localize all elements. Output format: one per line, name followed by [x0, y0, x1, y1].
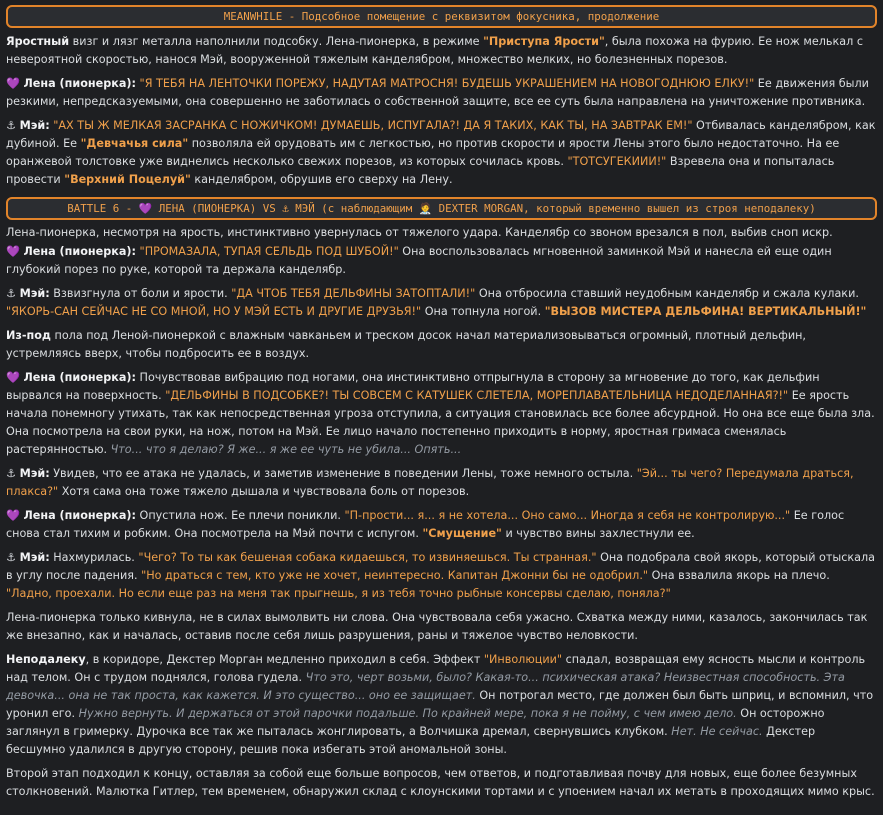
dialogue-quote: "П-прости... я... я не хотела... Оно само... Иногда я себя не контролирую...": [344, 509, 791, 522]
paragraph-intro: [6, 33, 877, 69]
text: Ее голос снова стал тихим и робким. Она посмотрела на Мэй почти с испугом.: [6, 509, 845, 540]
text: Она взвалила якорь на плечо.: [648, 569, 830, 582]
dialogue-quote: "ТОТСУГЕКИИИ!": [567, 155, 667, 168]
speaker-name: Мэй:: [19, 287, 50, 300]
paragraph-aftermath: Лена-пионерка только кивнула, не в силах вымолвить ни слова. Она чувствовала себя ужасно. Схватка между ними, казалось, закончилась так же внезапно, как и началась, оставив после себя лишь разрушения, раны и тяжелое чувство неловкости.: [6, 611, 868, 642]
skill-name: "Смущение": [422, 527, 502, 540]
text: Ее движения были резкими, непредсказуемыми, она совершенно не заботилась о собственной защите, все ее суть была направлена на уничтожение противника.: [6, 77, 869, 108]
purple-heart-icon: 💜: [6, 77, 20, 90]
thought-text: Нужно вернуть. И держаться от этой парочки подальше. По крайней мере, пока я не пойму, с чем имею дело.: [78, 707, 737, 720]
text: Отбивалась канделябром, как дубиной. Ее: [6, 119, 876, 150]
text: визг и лязг металла наполнили подсобку. Лена-пионерка, в режиме: [69, 35, 484, 48]
dialogue-quote: "Я ТЕБЯ НА ЛЕНТОЧКИ ПОРЕЖУ, НАДУТАЯ МАТРОСНЯ! БУДЕШЬ УКРАШЕНИЕМ НА НОВОГОДНЮЮ ЕЛКУ!": [139, 77, 755, 90]
text: Он осторожно заглянул в гримерку. Дурочка все так же пыталась жонглировать, а Волчишка дремал, свернувшись клубком.: [6, 707, 825, 738]
dialogue-quote: "ДЕЛЬФИНЫ В ПОДСОБКЕ?! ТЫ СОВСЕМ С КАТУШЕК СЛЕТЕЛА, МОРЕПЛАВАТЕЛЬНИЦА НЕДОДЕЛАННАЯ?!": [165, 389, 789, 402]
anchor-icon: ⚓: [6, 467, 17, 480]
paragraph-dolphin: [6, 327, 877, 363]
paragraph-mei-3: [6, 465, 877, 501]
paragraph-closing: Второй этап подходил к концу, оставляя за собой еще больше вопросов, чем ответов, и подготавливая почву для новых, еще более безумных столкновений. Малютка Гитлер, тем временем, обнаружил склад с клоунскими тортами и с упоением начал их метать в проходящих мимо крыс.: [6, 767, 875, 798]
dialogue-quote: "Эй... ты чего? Передумала драться, плакса?": [6, 467, 854, 498]
dialogue-quote: "АХ ТЫ Ж МЕЛКАЯ ЗАСРАНКА С НОЖИЧКОМ! ДУМАЕШЬ, ИСПУГАЛА?! ДА Я ТАКИХ, КАК ТЫ, НА ЗАВТРАК ЕМ!": [53, 119, 693, 132]
text: Взвизгнула от боли и ярости.: [49, 287, 232, 300]
text: Нахмурилась.: [49, 551, 139, 564]
text: и чувство вины захлестнули ее.: [501, 527, 695, 540]
skill-name: "Приступа Ярости": [483, 35, 605, 48]
skill-name: "Инволюции": [483, 653, 563, 666]
anchor-icon: ⚓: [6, 287, 17, 300]
dialogue-quote: "ДА ЧТОБ ТЕБЯ ДЕЛЬФИНЫ ЗАТОПТАЛИ!": [231, 287, 476, 300]
anchor-icon: ⚓: [6, 551, 17, 564]
text: Она отбросила ставший неудобным канделябр и сжала кулаки.: [475, 287, 859, 300]
speaker-name: Мэй:: [19, 119, 50, 132]
text: , была похожа на фурию. Ее нож мелькал с невероятной скоростью, нанося Мэй, вооруженной тяжелым канделябром, множество мелких, но болезненных порезов.: [6, 35, 863, 66]
text: , в коридоре, Декстер Морган медленно приходил в себя. Эффект: [85, 653, 484, 666]
paragraph-dodge: Лена-пионерка, несмотря на ярость, инстинктивно увернулась от тяжелого удара. Канделябр со звоном врезался в пол, выбив сноп искр.: [6, 226, 833, 239]
text: Она воспользовалась мгновенной заминкой Мэй и нанесла ей еще один глубокий порез по руке, которой та держала канделябр.: [6, 245, 832, 276]
text: пола под Леной-пионеркой с влажным чавканьем и треском досок начал материализовываться огромный, плотный дельфин, устремляясь вверх, чтобы подбросить ее в воздух.: [6, 329, 806, 360]
thought-text: Что... что я делаю? Я же... я же ее чуть не убила... Опять...: [110, 443, 462, 456]
text: Декстер бесшумно удалился в другую сторону, решив пока избегать этой аномальной зоны.: [6, 725, 816, 756]
skill-name: "Верхний Поцелуй": [64, 173, 191, 186]
text: позволяла ей орудовать им с легкостью, но против скорости и ярости Лены этого было недостаточно. На ее оранжевой толстовке уже виднелись несколько свежих порезов, из которых сочилась кровь.: [6, 137, 840, 168]
paragraph-lena-2: [6, 243, 877, 279]
paragraph-dexter: [6, 651, 877, 759]
text: канделябром, обрушив его сверху на Лену.: [190, 173, 453, 186]
paragraph-mei-1: [6, 117, 877, 189]
lead-word: Яростный: [6, 35, 70, 48]
purple-heart-icon: 💜: [6, 245, 20, 258]
paragraph-mei-4: [6, 549, 877, 603]
text: Хотя сама она тоже тяжело дышала и чувствовала боль от порезов.: [58, 485, 470, 498]
text: спадал, возвращая ему ясность мысли и контроль над телом. Он с трудом поднялся, голова гудела.: [6, 653, 866, 684]
text: Взревела она и попыталась провести: [6, 155, 835, 186]
speaker-name: Лена (пионерка):: [23, 509, 136, 522]
text: Ее ярость начала понемногу утихать, так как непосредственная угроза отступила, а ситуация становилась все более абсурдной. Но она все еще была зла. Она посмотрела на свои руки, на нож, потом на Мэй. Ее лицо начало постепенно приходить в норму, яростная гримаса сменялась растерянностью.: [6, 389, 875, 456]
lead-word: Из-под: [6, 329, 51, 342]
skill-name: "ВЫЗОВ МИСТЕРА ДЕЛЬФИНА! ВЕРТИКАЛЬНЫЙ!": [544, 305, 867, 318]
speaker-name: Лена (пионерка):: [23, 77, 136, 90]
speaker-name: Мэй:: [19, 467, 50, 480]
text: Опустила нож. Ее плечи поникли.: [135, 509, 345, 522]
speaker-name: Мэй:: [19, 551, 50, 564]
text: Почувствовав вибрацию под ногами, она инстинктивно отпрыгнула в сторону за мгновение до того, как дельфин вырвался на поверхность.: [6, 371, 820, 402]
paragraph-lena-1: [6, 75, 877, 111]
anchor-icon: ⚓: [6, 119, 17, 132]
battle-banner: BATTLE 6 - 💜 ЛЕНА (ПИОНЕРКА) VS ⚓ МЭЙ (с наблюдающим 🧑‍⚕️ DEXTER MORGAN, который временно вышел из строя неподалеку): [6, 197, 877, 220]
text: Увидев, что ее атака не удалась, и заметив изменение в поведении Лены, тоже немного остыла.: [49, 467, 637, 480]
speaker-name: Лена (пионерка):: [23, 371, 136, 384]
thought-text: Что это, черт возьми, было? Какая-то... психическая атака? Неизвестная способность. Эта девочка... она не так проста, как кажется. И это существо... оно ее защищает.: [6, 671, 845, 702]
dialogue-quote: "Чего? То ты как бешеная собака кидаешься, то извиняешься. Ты странная.": [138, 551, 597, 564]
speaker-name: Лена (пионерка):: [23, 245, 136, 258]
paragraph-mei-2: [6, 285, 877, 321]
skill-name: "Девчачья сила": [80, 137, 189, 150]
purple-heart-icon: 💜: [6, 371, 20, 384]
lead-word: Неподалеку: [6, 653, 86, 666]
dialogue-quote: "ПРОМАЗАЛА, ТУПАЯ СЕЛЬДЬ ПОД ШУБОЙ!": [139, 245, 399, 258]
paragraph-lena-3: [6, 369, 877, 459]
dialogue-quote: "Но драться с тем, кто уже не хочет, неинтересно. Капитан Джонни бы не одобрил.": [141, 569, 649, 582]
text: Она подобрала свой якорь, который отыскала в углу после падения.: [6, 551, 876, 582]
dialogue-quote: "ЯКОРЬ-САН СЕЙЧАС НЕ СО МНОЙ, НО У МЭЙ ЕСТЬ И ДРУГИЕ ДРУЗЬЯ!": [6, 305, 422, 318]
paragraph-lena-4: [6, 507, 877, 543]
text: Он потрогал место, где должен был быть шприц, и вспомнил, что уронил его.: [6, 689, 874, 720]
thought-text: Нет. Не сейчас.: [671, 725, 763, 738]
dialogue-quote: "Ладно, проехали. Но если еще раз на меня так прыгнешь, я из тебя точно рыбные консервы сделаю, поняла?": [6, 587, 671, 600]
purple-heart-icon: 💜: [6, 509, 20, 522]
scene-banner: MEANWHILE - Подсобное помещение с реквизитом фокусника, продолжение: [6, 5, 877, 28]
text: Она топнула ногой.: [421, 305, 545, 318]
